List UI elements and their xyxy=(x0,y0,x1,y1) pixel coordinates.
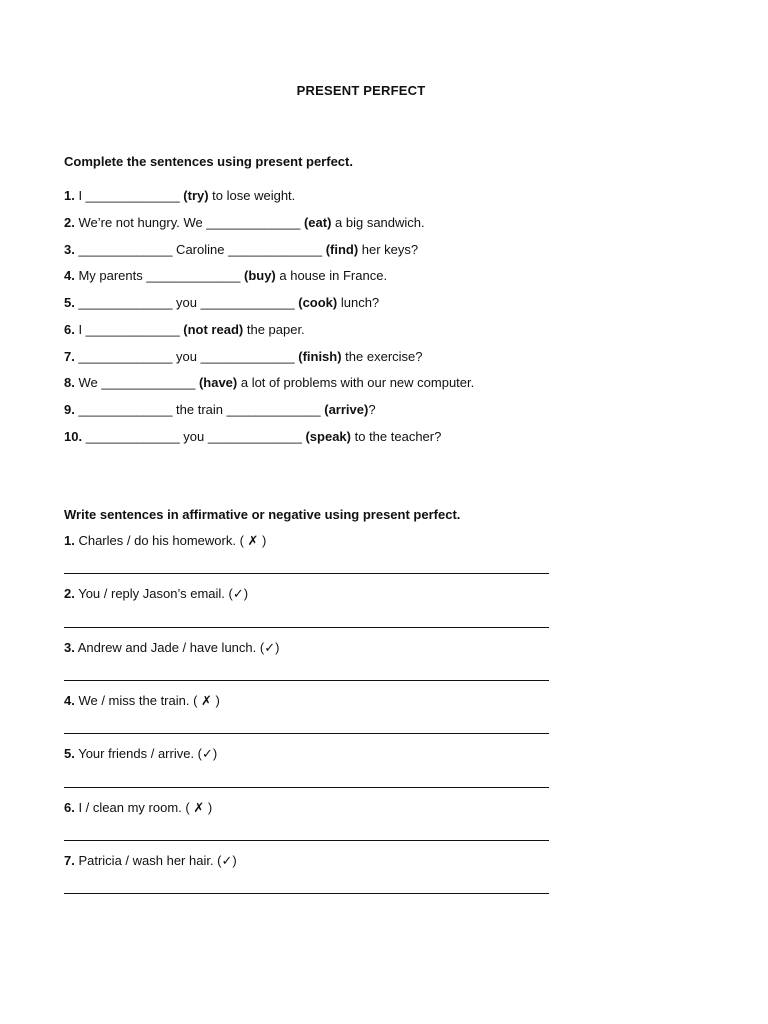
exercise1-item-7: 7. _____________ you _____________ (finish) the exercise? xyxy=(64,349,423,364)
exercise1-item-10: 10. _____________ you _____________ (speak) to the teacher? xyxy=(64,429,442,444)
exercise1-item-2: 2. We’re not hungry. We _____________ (eat) a big sandwich. xyxy=(64,215,425,230)
exercise2-item-7: 7. Patricia / wash her hair. (✓) xyxy=(64,853,237,868)
exercise2-item-2: 2. You / reply Jason’s email. (✓) xyxy=(64,586,249,601)
exercise1-item-8: 8. We _____________ (have) a lot of problems with our new computer. xyxy=(64,375,475,390)
section1-heading: Complete the sentences using present perfect. xyxy=(64,154,353,169)
answer-line-1[interactable] xyxy=(64,573,549,574)
answer-line-4[interactable] xyxy=(64,733,549,734)
exercise2-item-1: 1. Charles / do his homework. ( ✗ ) xyxy=(64,533,267,548)
exercise2-item-5: 5. Your friends / arrive. (✓) xyxy=(64,746,218,761)
page-title: PRESENT PERFECT xyxy=(296,83,426,98)
answer-line-5[interactable] xyxy=(64,787,549,788)
exercise2-item-4: 4. We / miss the train. ( ✗ ) xyxy=(64,693,220,708)
answer-line-6[interactable] xyxy=(64,840,549,841)
section2-heading: Write sentences in affirmative or negative using present perfect. xyxy=(64,507,461,522)
answer-line-2[interactable] xyxy=(64,627,549,628)
answer-line-7[interactable] xyxy=(64,893,549,894)
exercise1-item-4: 4. My parents _____________ (buy) a house in France. xyxy=(64,268,388,283)
exercise1-item-6: 6. I _____________ (not read) the paper. xyxy=(64,322,305,337)
exercise1-item-9: 9. _____________ the train _____________ (arrive)? xyxy=(64,402,376,417)
exercise2-item-3: 3. Andrew and Jade / have lunch. (✓) xyxy=(64,640,280,655)
exercise2-item-6: 6. I / clean my room. ( ✗ ) xyxy=(64,800,213,815)
exercise1-item-3: 3. _____________ Caroline _____________ (find) her keys? xyxy=(64,242,419,257)
exercise1-item-5: 5. _____________ you _____________ (cook) lunch? xyxy=(64,295,380,310)
answer-line-3[interactable] xyxy=(64,680,549,681)
exercise1-item-1: 1. I _____________ (try) to lose weight. xyxy=(64,188,296,203)
